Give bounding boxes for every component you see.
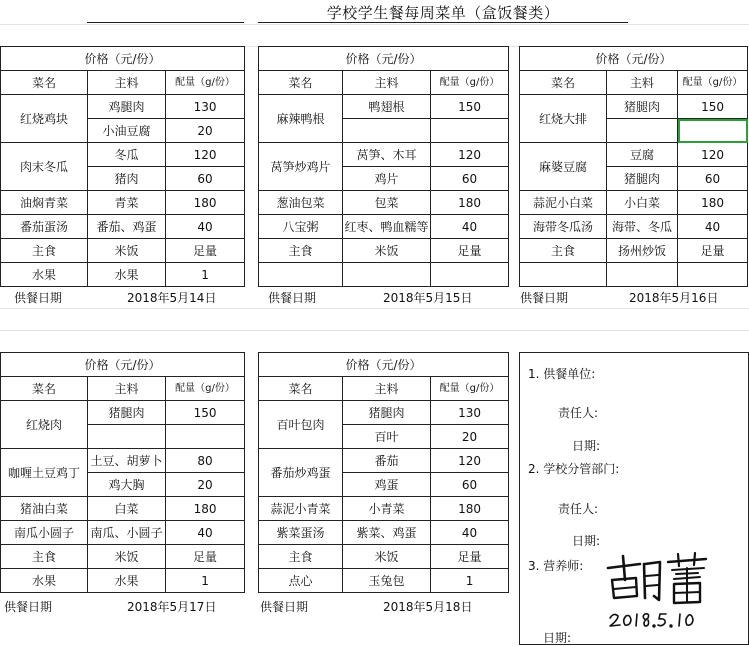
handwritten-signature (596, 546, 726, 636)
ingredient-cell[interactable]: 番茄 (343, 449, 431, 473)
dish-name[interactable]: 南瓜小圆子 (1, 521, 88, 545)
dish-name[interactable]: 猪油白菜 (1, 497, 88, 521)
ingredient-cell[interactable]: 猪肉 (88, 167, 166, 191)
serving-date-label: 供餐日期 (260, 600, 309, 614)
price-header[interactable]: 价格（元/份） (1, 353, 245, 377)
dish-name[interactable]: 红烧鸡块 (1, 95, 88, 143)
amount-cell[interactable]: 60 (166, 167, 245, 191)
dish-name[interactable]: 番茄炒鸡蛋 (259, 449, 343, 497)
dish-name[interactable]: 蒜泥小青菜 (259, 497, 343, 521)
amount-cell[interactable]: 20 (166, 119, 245, 143)
ingredient-cell[interactable]: 豆腐 (607, 143, 678, 167)
amount-cell[interactable]: 60 (431, 473, 509, 497)
ingredient-cell[interactable]: 米饭 (88, 239, 166, 263)
ingredient-cell[interactable]: 红枣、鸭血糯等 (343, 215, 431, 239)
price-header[interactable]: 价格（元/份） (259, 353, 509, 377)
amount-cell[interactable]: 1 (431, 569, 509, 593)
amount-cell[interactable]: 足量 (431, 545, 509, 569)
ingredient-cell[interactable] (88, 425, 166, 449)
dish-name[interactable]: 莴笋炒鸡片 (259, 143, 343, 191)
dish-name[interactable]: 葱油包菜 (259, 191, 343, 215)
amount-cell[interactable]: 1 (166, 569, 245, 593)
dish-name[interactable]: 油焖青菜 (1, 191, 88, 215)
dish-header[interactable]: 菜名 (259, 377, 343, 401)
school-date-label: 日期: (572, 534, 601, 548)
amount-cell[interactable] (431, 263, 509, 287)
amount-cell[interactable]: 足量 (431, 239, 509, 263)
dish-header[interactable]: 菜名 (1, 71, 88, 95)
amount-cell[interactable]: 60 (678, 167, 748, 191)
dish-header[interactable]: 菜名 (259, 71, 343, 95)
ingredient-cell[interactable]: 海带、冬瓜 (607, 215, 678, 239)
dish-header[interactable]: 菜名 (1, 377, 88, 401)
ingredient-cell[interactable]: 鸭翅根 (343, 95, 431, 119)
nutritionist-label: 3. 营养师: (528, 559, 584, 573)
ingredient-cell[interactable]: 米饭 (88, 545, 166, 569)
amount-cell[interactable]: 40 (166, 521, 245, 545)
ingredient-cell[interactable]: 番茄、鸡蛋 (88, 215, 166, 239)
amount-cell[interactable]: 180 (678, 191, 748, 215)
dish-name[interactable]: 主食 (259, 545, 343, 569)
ingredient-cell[interactable]: 猪腿肉 (88, 401, 166, 425)
amount-cell[interactable]: 180 (166, 191, 245, 215)
amount-cell[interactable]: 80 (166, 449, 245, 473)
ingredient-cell[interactable]: 水果 (88, 263, 166, 287)
dish-name[interactable]: 主食 (1, 545, 88, 569)
amount-cell[interactable]: 120 (431, 143, 509, 167)
amount-cell[interactable]: 150 (166, 401, 245, 425)
ingredient-cell[interactable]: 米饭 (343, 545, 431, 569)
amount-header[interactable]: 配量（g/份） (678, 71, 748, 95)
ingredient-cell[interactable]: 水果 (88, 569, 166, 593)
price-header[interactable]: 价格（元/份） (259, 47, 509, 71)
dish-name[interactable]: 八宝粥 (259, 215, 343, 239)
ingredient-header[interactable]: 主料 (88, 71, 166, 95)
dish-name[interactable]: 番茄蛋汤 (1, 215, 88, 239)
price-header[interactable]: 价格（元/份） (520, 47, 748, 71)
school-dept-label: 2. 学校分管部门: (528, 462, 620, 476)
amount-cell[interactable]: 180 (431, 497, 509, 521)
dish-name[interactable]: 主食 (259, 239, 343, 263)
ingredient-cell[interactable]: 青菜 (88, 191, 166, 215)
ingredient-cell[interactable]: 紫菜、鸡蛋 (343, 521, 431, 545)
amount-cell[interactable]: 足量 (166, 239, 245, 263)
dish-name[interactable] (259, 263, 343, 287)
amount-cell[interactable]: 120 (166, 143, 245, 167)
dish-name[interactable]: 点心 (259, 569, 343, 593)
ingredient-cell[interactable]: 扬州炒饭 (607, 239, 678, 263)
ingredient-header[interactable]: 主料 (88, 377, 166, 401)
dish-name[interactable]: 海带冬瓜汤 (520, 215, 607, 239)
amount-cell[interactable]: 40 (431, 215, 509, 239)
serving-date: 2018年5月15日 (383, 291, 473, 305)
ingredient-header[interactable]: 主料 (343, 377, 431, 401)
amount-cell[interactable] (166, 425, 245, 449)
ingredient-cell[interactable]: 米饭 (343, 239, 431, 263)
amount-cell[interactable]: 130 (431, 401, 509, 425)
amount-cell[interactable]: 60 (431, 167, 509, 191)
ingredient-cell[interactable]: 小青菜 (343, 497, 431, 521)
grid-row-line (0, 330, 749, 331)
ingredient-cell[interactable]: 鸡片 (343, 167, 431, 191)
serving-date: 2018年5月14日 (127, 291, 217, 305)
amount-header[interactable]: 配量（g/份） (166, 377, 245, 401)
ingredient-cell[interactable]: 土豆、胡萝卜 (88, 449, 166, 473)
school-person-label: 责任人: (558, 502, 599, 516)
ingredient-cell[interactable]: 鸡腿肉 (88, 95, 166, 119)
dish-header[interactable]: 菜名 (520, 71, 607, 95)
price-header[interactable]: 价格（元/份） (1, 47, 245, 71)
ingredient-cell[interactable] (343, 263, 431, 287)
amount-cell[interactable]: 20 (166, 473, 245, 497)
ingredient-cell[interactable]: 猪腿肉 (607, 167, 678, 191)
amount-header[interactable]: 配量（g/份） (166, 71, 245, 95)
amount-cell[interactable]: 180 (166, 497, 245, 521)
dish-name[interactable]: 水果 (1, 263, 88, 287)
dish-name[interactable]: 红烧大排 (520, 95, 607, 143)
ingredient-cell[interactable] (607, 119, 678, 143)
dish-name[interactable]: 红烧肉 (1, 401, 88, 449)
amount-cell[interactable]: 40 (678, 215, 748, 239)
nutritionist-date-label: 日期: (543, 631, 572, 645)
menu-table-day-1 (0, 46, 245, 287)
ingredient-header[interactable]: 主料 (343, 71, 431, 95)
amount-cell[interactable]: 20 (431, 425, 509, 449)
ingredient-cell[interactable]: 小油豆腐 (88, 119, 166, 143)
menu-table-day-5 (258, 352, 509, 593)
dish-name[interactable]: 麻辣鸭根 (259, 95, 343, 143)
amount-cell[interactable]: 足量 (678, 239, 748, 263)
serving-date: 2018年5月16日 (629, 291, 719, 305)
supplier-label: 1. 供餐单位: (528, 367, 596, 381)
amount-cell[interactable]: 120 (678, 143, 748, 167)
amount-cell[interactable]: 130 (166, 95, 245, 119)
amount-cell[interactable]: 40 (166, 215, 245, 239)
grid-row-line (0, 308, 749, 309)
menu-table-day-3 (519, 46, 748, 287)
dish-name[interactable]: 紫菜蛋汤 (259, 521, 343, 545)
supplier-date-label: 日期: (572, 439, 601, 453)
serving-date-label: 供餐日期 (520, 291, 569, 305)
page-title: 学校学生餐每周菜单（盒饭餐类） (326, 4, 560, 22)
serving-date-label: 供餐日期 (268, 291, 317, 305)
amount-cell[interactable]: 150 (678, 95, 748, 119)
serving-date: 2018年5月18日 (383, 600, 473, 614)
dish-name[interactable] (520, 263, 607, 287)
ingredient-cell[interactable]: 百叶 (343, 425, 431, 449)
amount-cell[interactable]: 足量 (166, 545, 245, 569)
amount-cell[interactable]: 120 (431, 449, 509, 473)
amount-cell[interactable]: 1 (166, 263, 245, 287)
ingredient-cell[interactable]: 小白菜 (607, 191, 678, 215)
amount-header[interactable]: 配量（g/份） (431, 71, 509, 95)
amount-header[interactable]: 配量（g/份） (431, 377, 509, 401)
serving-date-label: 供餐日期 (4, 600, 53, 614)
amount-cell[interactable]: 150 (431, 95, 509, 119)
dish-name[interactable]: 肉末冬瓜 (1, 143, 88, 191)
ingredient-cell[interactable] (343, 119, 431, 143)
ingredient-cell[interactable]: 包菜 (343, 191, 431, 215)
ingredient-cell[interactable] (607, 263, 678, 287)
serving-date: 2018年5月17日 (127, 600, 217, 614)
dish-name[interactable]: 主食 (520, 239, 607, 263)
amount-cell[interactable]: 180 (431, 191, 509, 215)
ingredient-cell[interactable]: 鸡大胸 (88, 473, 166, 497)
ingredient-cell[interactable]: 南瓜、小圆子 (88, 521, 166, 545)
supplier-person-label: 责任人: (558, 406, 599, 420)
ingredient-cell[interactable]: 猪腿肉 (343, 401, 431, 425)
serving-date-label: 供餐日期 (14, 291, 63, 305)
amount-cell[interactable] (678, 263, 748, 287)
ingredient-header[interactable]: 主料 (607, 71, 678, 95)
ingredient-cell[interactable]: 白菜 (88, 497, 166, 521)
dish-name[interactable]: 水果 (1, 569, 88, 593)
ingredient-cell[interactable]: 鸡蛋 (343, 473, 431, 497)
dish-name[interactable]: 咖喱土豆鸡丁 (1, 449, 88, 497)
menu-table-day-4 (0, 352, 245, 593)
amount-cell[interactable]: 40 (431, 521, 509, 545)
dish-name[interactable]: 蒜泥小白菜 (520, 191, 607, 215)
amount-cell[interactable] (431, 119, 509, 143)
ingredient-cell[interactable]: 莴笋、木耳 (343, 143, 431, 167)
grid-row-line (0, 24, 749, 25)
ingredient-cell[interactable]: 冬瓜 (88, 143, 166, 167)
menu-table-day-2 (258, 46, 509, 287)
dish-name[interactable]: 百叶包肉 (259, 401, 343, 449)
amount-cell[interactable] (678, 119, 748, 143)
ingredient-cell[interactable]: 猪腿肉 (607, 95, 678, 119)
ingredient-cell[interactable]: 玉兔包 (343, 569, 431, 593)
title-underline-left (87, 22, 244, 23)
dish-name[interactable]: 主食 (1, 239, 88, 263)
dish-name[interactable]: 麻婆豆腐 (520, 143, 607, 191)
